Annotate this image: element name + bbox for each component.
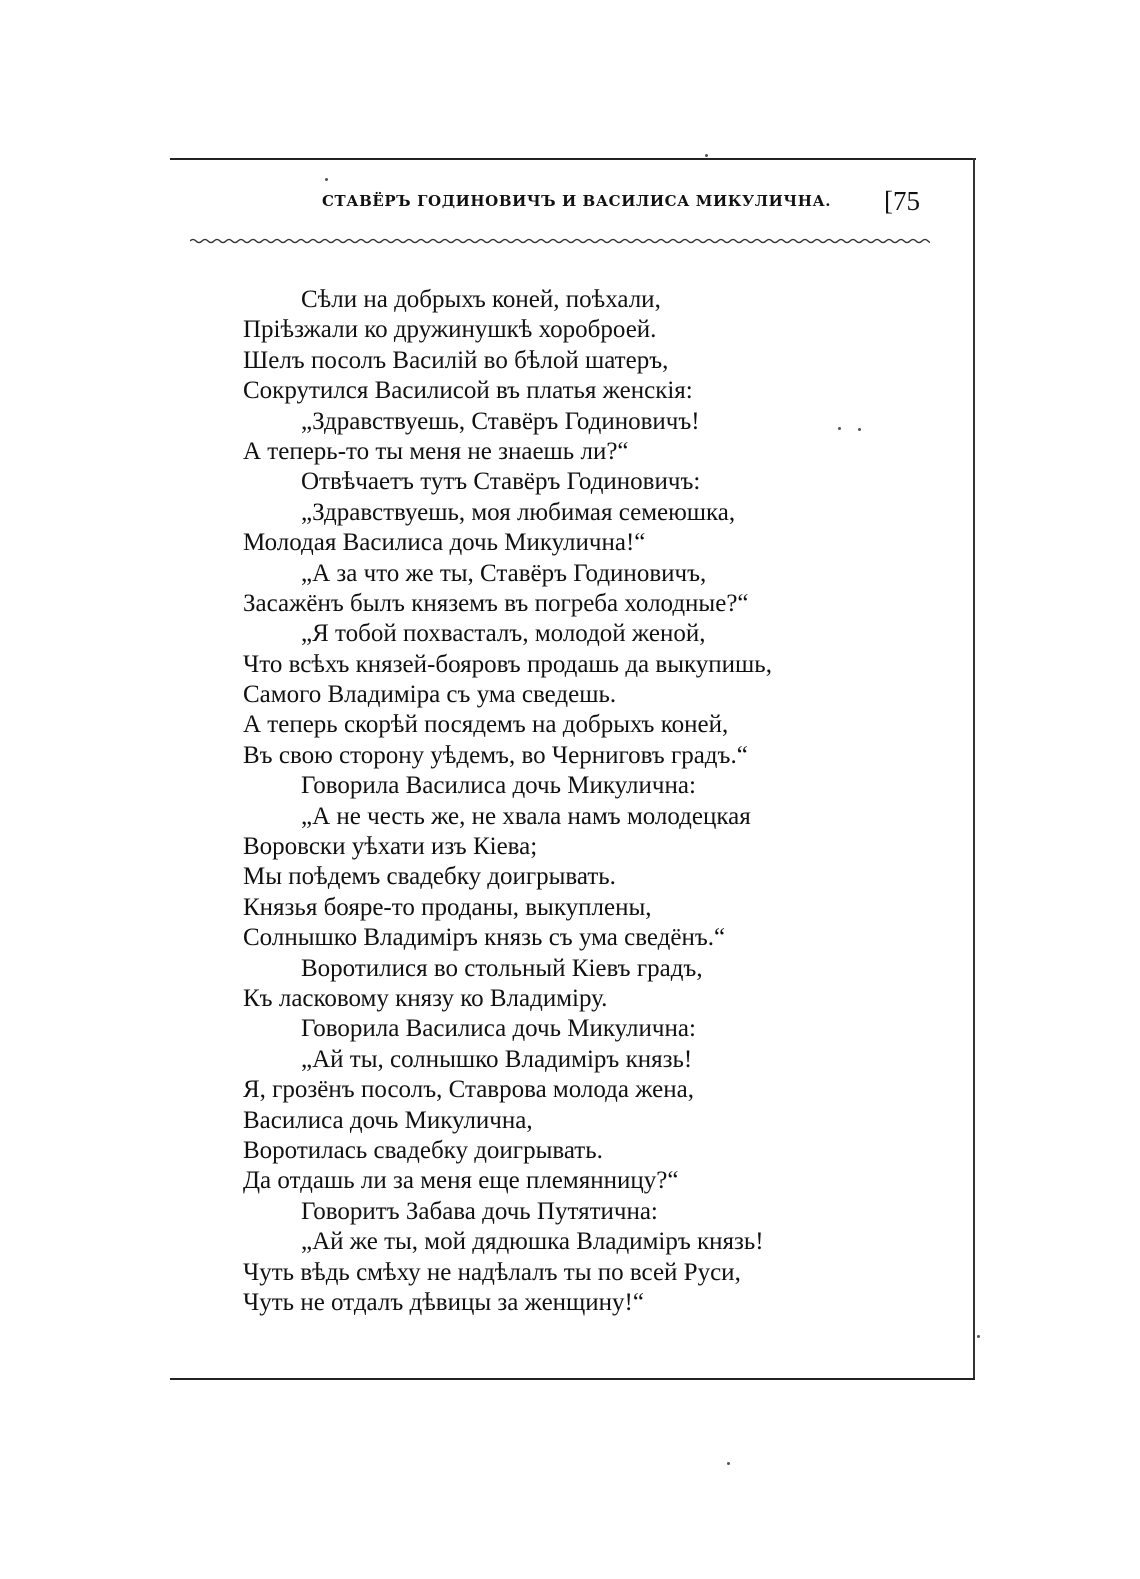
verse-line: Въ свою сторону уѣдемъ, во Черниговъ градъ.“	[243, 741, 748, 769]
verse-text	[243, 285, 943, 1318]
verse-line: Воротилися во стольный Кіевъ градъ,	[301, 954, 703, 982]
verse-line: Мы поѣдемъ свадебку доигрывать.	[243, 863, 616, 891]
verse-line: „Здравствуешь, моя любимая семеюшка,	[301, 498, 736, 526]
print-speck	[727, 1462, 730, 1465]
verse-line: Говоритъ Забава дочь Путятична:	[301, 1197, 658, 1225]
verse-line: „Ай же ты, мой дядюшка Владиміръ князь!	[301, 1228, 764, 1256]
print-speck	[858, 428, 861, 431]
verse-line: А теперь скорѣй посядемъ на добрыхъ коней,	[243, 711, 729, 739]
verse-line: Говорила Василиса дочь Микулична:	[301, 1015, 696, 1043]
verse-line: Шелъ посолъ Василій во бѣлой шатеръ,	[243, 346, 669, 374]
print-speck	[838, 427, 841, 430]
verse-line: Василиса дочь Микулична,	[243, 1106, 533, 1134]
verse-line: Самого Владиміра съ ума сведешь.	[243, 681, 617, 709]
page-frame-right-rule	[973, 158, 975, 1380]
verse-line: Говорила Василиса дочь Микулична:	[301, 772, 696, 800]
verse-line: Сѣли на добрыхъ коней, поѣхали,	[301, 286, 661, 313]
page-number: [75	[884, 186, 920, 216]
verse-line: Молодая Василиса дочь Микулична!“	[243, 529, 646, 557]
page-frame-bottom-rule	[170, 1378, 975, 1380]
verse-line: Засажёнъ былъ княземъ въ погреба холодные?“	[243, 589, 749, 617]
verse-line: Отвѣчаетъ тутъ Ставёръ Годиновичъ:	[301, 468, 701, 496]
verse-line: А теперь-то ты меня не знаешь ли?“	[243, 437, 629, 465]
verse-line: Я, грозёнъ посолъ, Ставрова молода жена,	[243, 1076, 695, 1104]
print-speck	[977, 1335, 980, 1338]
verse-line: Сокрутился Василисой въ платья женскія:	[243, 377, 693, 405]
wavy-divider	[190, 234, 930, 248]
running-title: СТАВЁРЪ ГОДИНОВИЧЪ И ВАСИЛИСА МИКУЛИЧНА.	[322, 192, 832, 210]
verse-line: Воровски уѣхати изъ Кіева;	[243, 833, 538, 861]
verse-line: „Я тобой похвасталъ, молодой женой,	[301, 620, 706, 648]
verse-line: Да отдашь ли за меня еще племянницу?“	[243, 1167, 679, 1195]
verse-line: Солнышко Владиміръ князь съ ума сведёнъ.“	[243, 924, 726, 952]
verse-line: „Здравствуешь, Ставёръ Годиновичъ!	[301, 407, 700, 435]
verse-line: Пріѣзжали ко дружинушкѣ хороброей.	[243, 316, 657, 344]
page-frame-top-rule	[170, 158, 976, 160]
verse-line: „Ай ты, солнышко Владиміръ князь!	[301, 1045, 693, 1073]
verse-line: Чуть вѣдь смѣху не надѣлалъ ты по всей Руси,	[243, 1258, 741, 1286]
verse-line: Что всѣхъ князей-бояровъ продашь да выкупишь,	[243, 650, 772, 678]
verse-line: Воротилась свадебку доигрывать.	[243, 1136, 603, 1164]
verse-line: „А за что же ты, Ставёръ Годиновичъ,	[301, 559, 707, 587]
print-speck	[705, 154, 708, 157]
verse-line: Чуть не отдалъ дѣвицы за женщину!“	[243, 1288, 644, 1316]
verse-line: Къ ласковому князу ко Владиміру.	[243, 984, 608, 1012]
verse-line: „А не честь же, не хвала намъ молодецкая	[301, 802, 751, 830]
print-speck	[325, 178, 328, 181]
verse-line: Князья бояре-то проданы, выкуплены,	[243, 893, 652, 921]
